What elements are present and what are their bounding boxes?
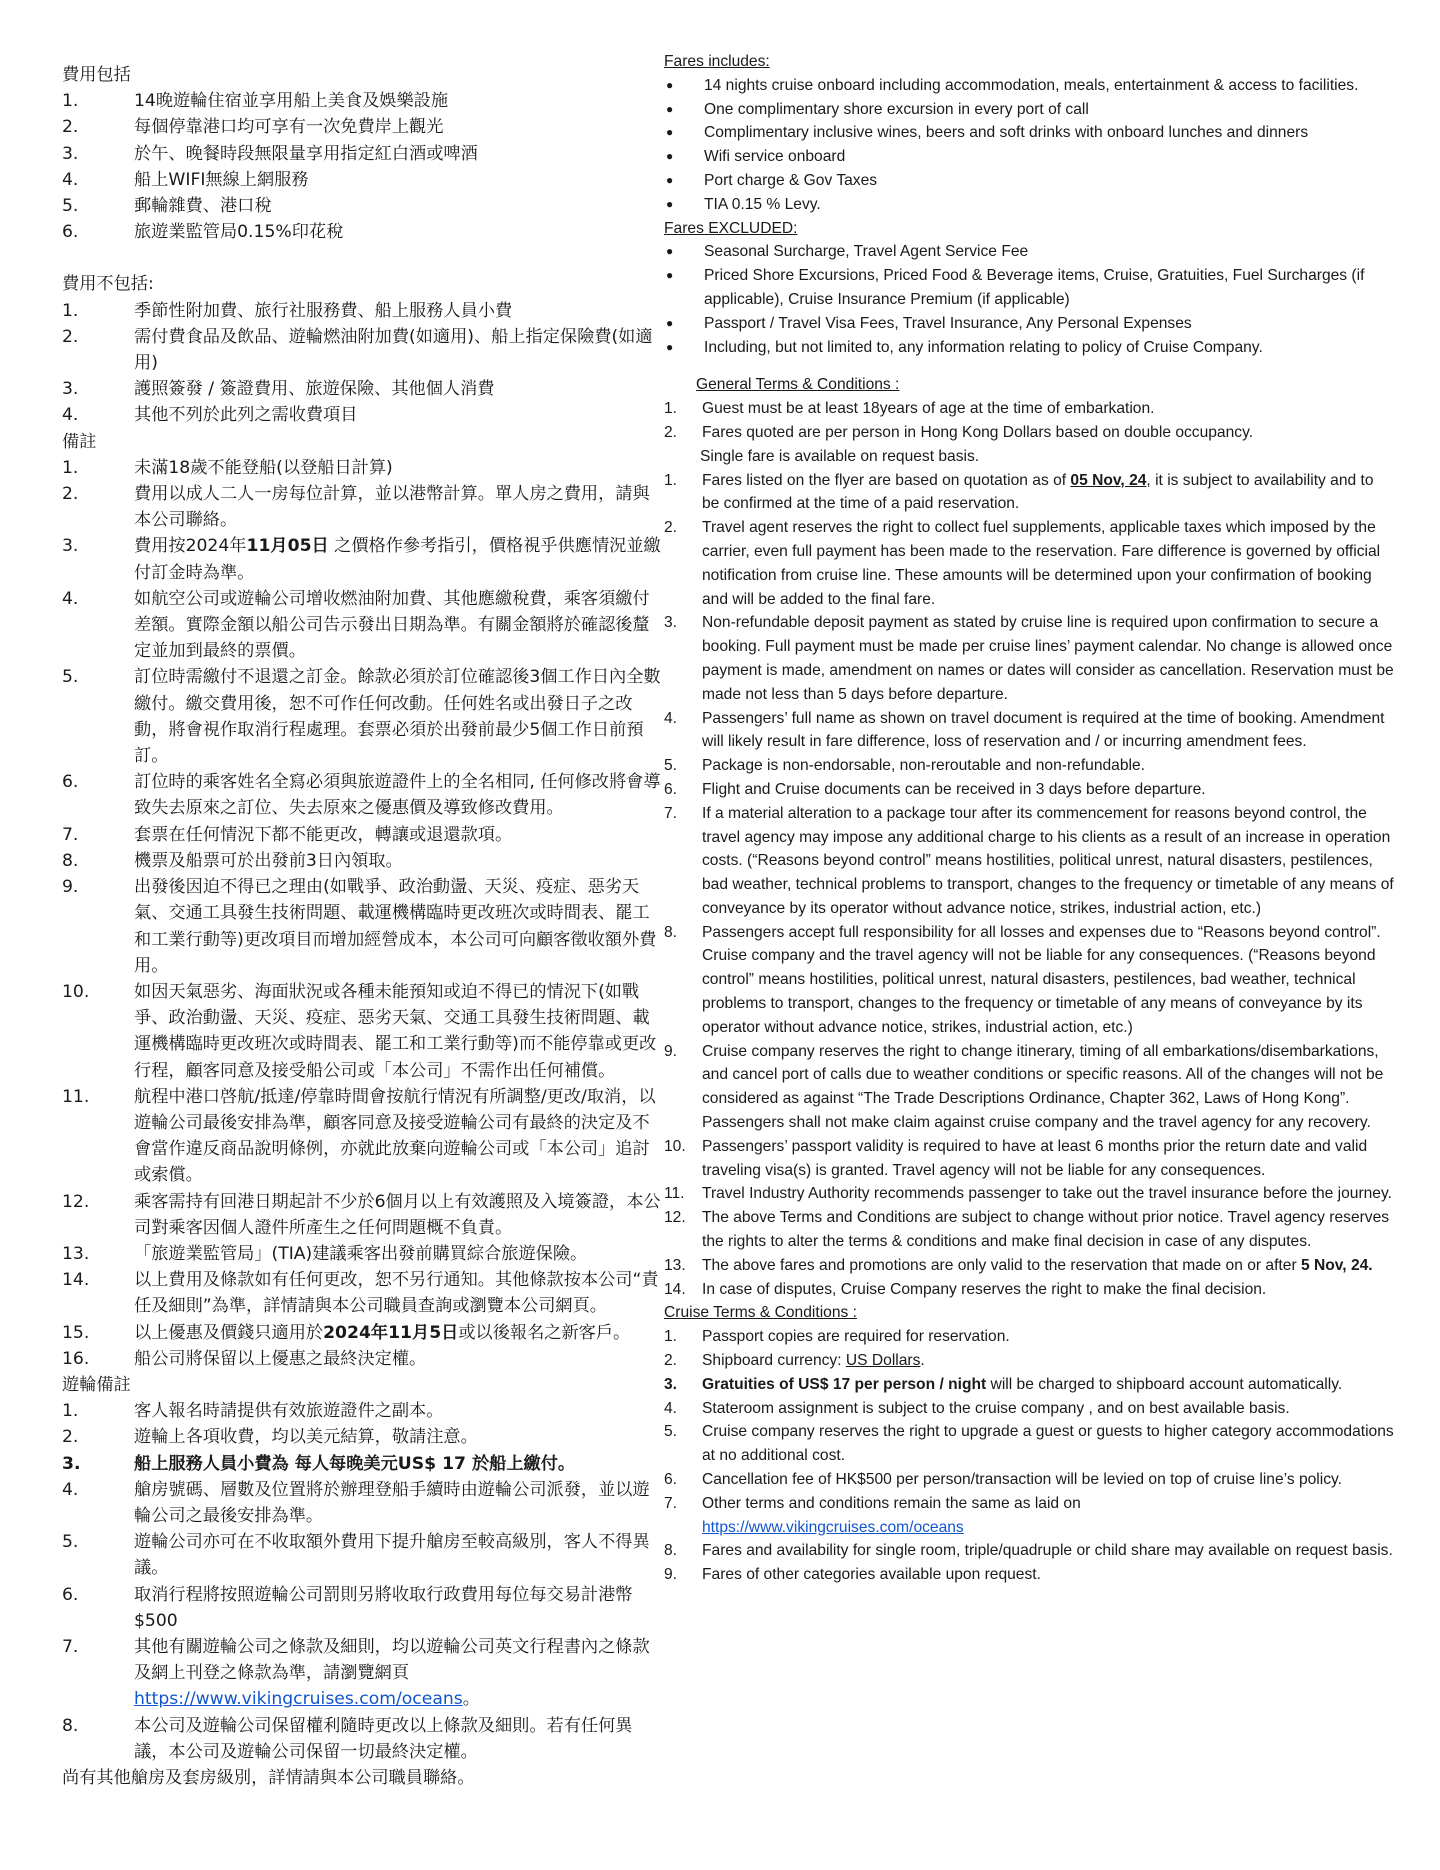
item-text-part: 遊輪公司亦可在不收取額外費用下提升艙房至較高級別，客人不得異議。 <box>134 1532 650 1579</box>
item-text <box>134 874 662 979</box>
item-text-part: Passengers accept full responsibility for all losses and expenses due to “Reasons beyond control”. Cruise company and the travel agency will not be liable for any consequences. (“Reasons beyond control” means hostilities, political unrest, natural disasters, pestilences, bad weather, technical problems to transport, changes to the frequency or timetable of any means of conveyance by its operator without advance notice, strikes, industrial action, etc.) <box>702 923 1381 1036</box>
item-number: 2. <box>62 326 79 347</box>
item-number: 9. <box>62 877 79 898</box>
remarks-title: 備註 <box>62 431 97 452</box>
item-text: Seasonal Surcharge, Travel Agent Service Fee <box>704 243 1029 261</box>
item-number: 6. <box>62 1584 79 1605</box>
item-text <box>702 611 1394 706</box>
general-terms-item <box>664 1135 1394 1183</box>
item-text-part: Fares quoted are per person in Hong Kong Dollars based on double occupancy. <box>702 423 1254 441</box>
fare-includes-item <box>62 219 662 245</box>
item-text: One complimentary shore excursion in every port of call <box>704 100 1089 118</box>
item-text: 季節性附加費、旅行社服務費、船上服務人員小費 <box>134 300 513 321</box>
general-terms-item <box>664 778 1394 802</box>
item-number: 8. <box>664 1542 678 1560</box>
item-number: 5. <box>62 196 79 217</box>
item-text <box>702 1420 1394 1468</box>
fare-excludes-title: 費用不包括: <box>62 274 154 295</box>
item-number: 2. <box>62 484 79 505</box>
item-number: 4. <box>62 405 79 426</box>
bullet-dot: ● <box>666 244 674 259</box>
item-number: 13. <box>664 1256 686 1274</box>
item-text-part: Flight and Cruise documents can be received in 3 days before departure. <box>702 780 1206 798</box>
item-text: Wifi service onboard <box>704 148 846 166</box>
cruise-terms-item <box>664 1397 1394 1421</box>
item-text <box>702 1373 1394 1397</box>
item-text <box>134 1634 662 1713</box>
item-text-part: The above fares and promotions are only valid to the reservation that made on or after <box>702 1256 1301 1274</box>
item-text <box>134 1320 662 1346</box>
item-text <box>702 1349 1394 1373</box>
item-text-part: 如航空公司或遊輪公司增收燃油附加費、其他應繳稅費，乘客須繳付差額。實際金額以船公司告示發出日期為準。有關金額將於確認後釐定並加到最終的票價。 <box>134 588 650 662</box>
item-text-part: , it is subject to availability and to be confirmed at the time of a paid reservation. <box>702 471 1374 513</box>
item-text <box>134 1398 662 1424</box>
fare-includes-item <box>62 88 662 114</box>
general-terms-item <box>664 1278 1394 1302</box>
item-text <box>134 1451 662 1477</box>
cruise-terms-item <box>664 1373 1394 1397</box>
fare-excludes-item <box>62 376 662 402</box>
item-text: Passport / Travel Visa Fees, Travel Insurance, Any Personal Expenses <box>704 314 1192 332</box>
item-text: 需付費食品及飲品、遊輪燃油附加費(如適用)、船上指定保險費(如適用) <box>134 326 653 374</box>
remarks-item <box>62 1267 662 1319</box>
item-text <box>702 1539 1394 1563</box>
remarks-item <box>62 1320 662 1346</box>
fare-includes-title: 費用包括 <box>62 65 131 85</box>
item-text <box>134 664 662 769</box>
item-text <box>134 979 662 1084</box>
cruise-terms-heading: Cruise Terms & Conditions : <box>664 1304 857 1322</box>
cruise-remarks-item <box>62 1713 662 1765</box>
item-number: 3. <box>664 1375 678 1393</box>
item-text-part: Other terms and conditions remain the same as laid on <box>702 1494 1081 1512</box>
item-number: 2. <box>664 1352 678 1370</box>
item-number: 11. <box>664 1185 685 1203</box>
item-text-part: Stateroom assignment is subject to the cruise company , and on best available basis. <box>702 1399 1290 1417</box>
cruise-terms-item <box>664 1420 1394 1468</box>
item-text-part: If a material alteration to a package tour after its commencement for reasons beyond control, the travel agency may impose any additional charge to his clients as a result of an increase in operation costs. (“Reasons beyond control” means hostilities, political unrest, natural disasters, pestilences, bad weather, technical problems to transport, changes to the frequency or timetable of any means of conveyance by its operator without advance notice, strikes, industrial action, etc.) <box>702 804 1394 917</box>
item-text-bold: 2024年11月5日 <box>323 1322 459 1343</box>
item-number: 10. <box>62 981 90 1002</box>
en-fare-excluded-item <box>664 240 1394 264</box>
item-text <box>134 533 662 585</box>
item-text-part: Cancellation fee of HK$500 per person/transaction will be levied on top of cruise line’s policy. <box>702 1471 1342 1489</box>
item-text <box>702 707 1394 755</box>
item-text <box>702 1563 1394 1587</box>
item-number: 1. <box>62 1401 79 1422</box>
fare-includes-item <box>62 193 662 219</box>
item-number: 1. <box>664 1328 678 1346</box>
item-number: 3. <box>62 1453 81 1474</box>
bullet-dot: ● <box>666 101 674 116</box>
remarks-item <box>62 1241 662 1267</box>
item-text <box>702 1397 1394 1421</box>
bullet-dot: ● <box>666 268 674 283</box>
general-terms-item <box>664 921 1394 1040</box>
item-text <box>134 481 662 533</box>
cruise-remarks-item <box>62 1477 662 1529</box>
item-text-part: Fares listed on the flyer are based on quotation as of <box>702 471 1071 489</box>
item-text: Complimentary inclusive wines, beers and soft drinks with onboard lunches and dinners <box>704 124 1309 142</box>
item-text <box>702 1182 1394 1206</box>
item-text-part: 如因天氣惡劣、海面狀況或各種未能預知或迫不得已的情況下(如戰爭、政治動盪、天災、疫症、惡劣天氣、交通工具發生技術問題、載運機構臨時更改班次或時間表、罷工和工業行動等)而不能停靠或更改行程，顧客同意及接受船公司或「本公司」不需作出任何補償。 <box>134 981 657 1081</box>
item-text-part: 取消行程將按照遊輪公司罰則另將收取行政費用每位每交易計港幣$500 <box>134 1584 633 1631</box>
item-text: 旅遊業監管局0.15%印花稅 <box>134 222 344 243</box>
item-number: 4. <box>62 169 79 190</box>
item-text <box>702 1040 1394 1135</box>
general-terms-item <box>664 1206 1394 1254</box>
section-gap <box>664 359 1394 373</box>
bullet-dot: ● <box>666 149 674 164</box>
english-column <box>664 50 1394 1587</box>
remarks-item <box>62 874 662 979</box>
remarks-item <box>62 769 662 821</box>
bullet-dot: ● <box>666 315 674 330</box>
item-text-part: Passengers’ passport validity is required to have at least 6 months prior the return date and valid traveling visa(s) is granted. Travel agency will not be liable for any consequences. <box>702 1137 1368 1179</box>
item-number: 2. <box>664 519 678 537</box>
item-text <box>702 421 1394 445</box>
general-terms-item <box>664 707 1394 755</box>
general-terms-pre-item <box>664 421 1394 445</box>
item-text-part: Guest must be at least 18years of age at the time of embarkation. <box>702 400 1155 418</box>
item-number: 14. <box>62 1270 90 1291</box>
remarks-item <box>62 481 662 533</box>
fare-excludes-item <box>62 298 662 324</box>
item-text-part: 航程中港口啓航/抵達/停靠時間會按航行情況有所調整/更改/取消，以遊輪公司最後安排為準，顧客同意及接受遊輪公司有最終的決定及不會當作違反商品說明條例，亦就此放棄向遊輪公司或「本公司」追討或索償。 <box>134 1086 656 1186</box>
footer-note: 尚有其他艙房及套房級別，詳情請與本公司職員聯絡。 <box>62 1768 475 1788</box>
item-text <box>134 822 662 848</box>
item-number: 13. <box>62 1243 90 1264</box>
item-number: 4. <box>664 709 678 727</box>
item-text-part: Cruise company reserves the right to change itinerary, timing of all embarkations/disembarkations, and cancel port of calls due to weather conditions or specific reasons. All of the changes will not be considered as against “The Trade Descriptions Ordinance, Chapter 362, Laws of Hong Kong”. Passengers shall not make claim against cruise company and the travel agency for any recovery. <box>702 1042 1384 1132</box>
general-terms-item <box>664 802 1394 921</box>
website-link[interactable]: https://www.vikingcruises.com/oceans <box>702 1518 964 1536</box>
item-text <box>134 1084 662 1189</box>
item-number: 6. <box>664 780 678 798</box>
item-text <box>702 921 1394 1040</box>
fare-includes-item <box>62 114 662 140</box>
en-fare-includes-item <box>664 193 1394 217</box>
item-number: 4. <box>62 588 79 609</box>
item-number: 2. <box>62 1427 79 1448</box>
item-number: 1. <box>62 91 79 112</box>
item-text <box>702 516 1394 611</box>
item-number: 4. <box>62 1479 79 1500</box>
item-number: 12. <box>62 1191 90 1212</box>
en-fare-includes-item <box>664 98 1394 122</box>
item-text <box>134 586 662 665</box>
item-number: 1. <box>664 400 678 418</box>
item-number: 6. <box>62 772 79 793</box>
item-text-part: Cruise company reserves the right to upgrade a guest or guests to higher category accommodations at no additional cost. <box>702 1423 1394 1465</box>
item-text-bold: 船上服務人員小費為 每人每晚美元US$ 17 於船上繳付。 <box>134 1453 576 1474</box>
item-text <box>134 1267 662 1319</box>
item-text-part: Passengers’ full name as shown on travel document is required at the time of booking. Amendment will likely result in fare difference, loss of reservation and / or incurring amendment fees. <box>702 709 1385 751</box>
item-number: 9. <box>664 1566 678 1584</box>
item-text-part: 以上費用及條款如有任何更改，恕不另行通知。其他條款按本公司“責任及細則”為準，詳情請與本公司職員查詢或瀏覽本公司網頁。 <box>134 1270 659 1317</box>
general-terms-item <box>664 611 1394 706</box>
item-number: 3. <box>62 143 79 164</box>
cruise-remarks-item <box>62 1582 662 1634</box>
en-fare-includes-item <box>664 74 1394 98</box>
item-number: 5. <box>62 1532 79 1553</box>
item-number: 1. <box>62 457 79 478</box>
item-text-part: 機票及船票可於出發前3日內領取。 <box>134 850 403 871</box>
item-text-bold: 5 Nov, 24. <box>1300 1256 1373 1274</box>
item-text-underline: US Dollars <box>845 1352 921 1370</box>
item-text-part: Shipboard currency: <box>702 1352 846 1370</box>
item-number: 2. <box>664 423 678 441</box>
item-number: 10. <box>664 1137 686 1155</box>
item-text-part: 訂位時需繳付不退還之訂金。餘款必須於訂位確認後3個工作日內全數繳付。繳交費用後，恕不可作任何改動。任何姓名或出發日子之改動，將會視作取消行程處理。套票必須於出發前最少5個工作日前預訂。 <box>134 667 661 767</box>
bullet-dot: ● <box>666 196 674 211</box>
item-number: 11. <box>62 1086 90 1107</box>
item-number: 5. <box>664 1423 678 1441</box>
item-text-bold: Gratuities of US$ 17 per person / night <box>702 1375 987 1393</box>
item-number: 7. <box>664 1494 678 1512</box>
item-text-bold: 11月05日 <box>246 536 329 557</box>
item-text-part: The above Terms and Conditions are subject to change without prior notice. Travel agency reserves the rights to alter the terms & conditions and make final decision in case of any disputes. <box>702 1209 1390 1251</box>
item-text: Including, but not limited to, any information relating to policy of Cruise Company. <box>704 338 1263 356</box>
en-fare-includes-item <box>664 145 1394 169</box>
item-text <box>702 1468 1394 1492</box>
item-text <box>134 769 662 821</box>
item-number: 1. <box>62 300 79 321</box>
item-text <box>702 1135 1394 1183</box>
item-text-part: 乘客需持有回港日期起計不少於6個月以上有效護照及入境簽證，本公司對乘客因個人證件所產生之任何問題概不負責。 <box>134 1191 661 1238</box>
remarks-item <box>62 586 662 665</box>
en-fare-excluded-item <box>664 312 1394 336</box>
item-text-part: 之價格作參考指引，價格視乎供應情況並繳付訂金時為準。 <box>134 536 661 583</box>
general-terms-item <box>664 1254 1394 1278</box>
item-text <box>702 1206 1394 1254</box>
item-text-part: Travel Industry Authority recommends passenger to take out the travel insurance before the journey. <box>702 1185 1392 1203</box>
fare-includes-heading: Fares includes: <box>664 53 770 70</box>
fare-includes-item <box>62 141 662 167</box>
item-text <box>702 397 1394 421</box>
item-text-part: 本公司及遊輪公司保留權利隨時更改以上條款及細則。若有任何異議，本公司及遊輪公司保留一切最終決定權。 <box>134 1715 633 1762</box>
item-number: 12. <box>664 1209 686 1227</box>
item-text-part: will be charged to shipboard account automatically. <box>986 1375 1343 1393</box>
general-terms-item <box>664 754 1394 778</box>
item-text <box>134 1424 662 1450</box>
item-text-part: Package is non-endorsable, non-reroutable and non-refundable. <box>702 757 1145 775</box>
remarks-item <box>62 979 662 1084</box>
bullet-dot: ● <box>666 339 674 354</box>
item-number: 8. <box>62 850 79 871</box>
item-text: Priced Shore Excursions, Priced Food & Beverage items, Cruise, Gratuities, Fuel Surcharges (if applicable), Cruise Insurance Premium (if applicable) <box>704 267 1365 308</box>
item-number: 7. <box>62 824 79 845</box>
item-number: 8. <box>62 1715 79 1736</box>
remarks-item <box>62 822 662 848</box>
item-number: 5. <box>62 667 79 688</box>
item-text <box>134 848 662 874</box>
item-text-part: 遊輪上各項收費，均以美元結算，敬請注意。 <box>134 1427 478 1448</box>
en-fare-excluded-item <box>664 336 1394 360</box>
item-text: 其他不列於此列之需收費項目 <box>134 405 358 426</box>
item-text: 14 nights cruise onboard including accommodation, meals, entertainment & access to facilities. <box>704 76 1359 94</box>
cruise-remarks-item <box>62 1451 662 1477</box>
item-text-part: 訂位時的乘客姓名全寫必須與旅遊證件上的全名相同, 任何修改將會導致失去原來之訂位、失去原來之優惠價及導致修改費用。 <box>134 772 661 819</box>
item-text: 護照簽發 / 簽證費用、旅遊保險、其他個人消費 <box>134 379 495 400</box>
fare-includes-item <box>62 167 662 193</box>
bullet-dot: ● <box>666 125 674 140</box>
bullet-dot: ● <box>666 77 674 92</box>
item-text-part: Fares and availability for single room, triple/quadruple or child share may available on request basis. <box>702 1542 1393 1560</box>
remarks-item <box>62 455 662 481</box>
item-text: 船上WIFI無線上網服務 <box>134 169 309 190</box>
item-text <box>702 1278 1394 1302</box>
item-text-part: 。 <box>462 1689 480 1710</box>
item-number: 8. <box>664 923 678 941</box>
item-text-part: Non-refundable deposit payment as stated by cruise line is required upon confirmation to secure a booking. Full payment must be made per cruise lines’ payment calendar. No change is allowed once payment is made, amendment on names or dates will consider as cancellation. Reservation must be made not less than 5 days before departure. <box>702 614 1394 703</box>
item-text-part: In case of disputes, Cruise Company reserves the right to make the final decision. <box>702 1280 1267 1298</box>
item-number: 15. <box>62 1322 90 1343</box>
item-text: TIA 0.15 % Levy. <box>704 195 821 213</box>
cruise-remarks-item <box>62 1634 662 1713</box>
item-text <box>702 1492 1394 1540</box>
cruise-remarks-item <box>62 1398 662 1424</box>
cruise-terms-item <box>664 1539 1394 1563</box>
item-text-part: 其他有關遊輪公司之條款及細則，均以遊輪公司英文行程書內之條款及網上刊登之條款為準，請瀏覽網頁 <box>134 1636 650 1684</box>
item-text-part: 出發後因迫不得已之理由(如戰爭、政治動盪、天災、疫症、惡劣天氣、交通工具發生技術問題、載運機構臨時更改班次或時間表、罷工和工業行動等)更改項目而增加經營成本，本公司可向顧客徵收額外費用。 <box>134 877 657 976</box>
general-terms-item <box>664 516 1394 611</box>
item-text <box>702 754 1394 778</box>
item-text-part: 費用按2024年 <box>134 536 247 557</box>
item-number: 3. <box>62 536 79 557</box>
cruise-terms-item <box>664 1492 1394 1540</box>
item-text <box>702 778 1394 802</box>
general-terms-item <box>664 1182 1394 1206</box>
item-text-part: 船公司將保留以上優惠之最終決定權。 <box>134 1348 427 1369</box>
fare-excludes-item <box>62 402 662 428</box>
item-text <box>702 802 1394 921</box>
section-gap <box>62 245 662 271</box>
remarks-item <box>62 1189 662 1241</box>
remarks-item <box>62 1346 662 1372</box>
item-number: 6. <box>664 1471 678 1489</box>
item-text-part: Passport copies are required for reservation. <box>702 1328 1010 1346</box>
en-fare-includes-item <box>664 169 1394 193</box>
item-text-part: 費用以成人二人一房每位計算，並以港幣計算。單人房之費用，請與本公司聯絡。 <box>134 484 650 531</box>
cruise-terms-item <box>664 1468 1394 1492</box>
item-text-part: 「旅遊業監管局」(TIA)建議乘客出發前購買綜合旅遊保險。 <box>134 1243 588 1264</box>
item-number: 1. <box>664 471 678 489</box>
cruise-terms-item <box>664 1563 1394 1587</box>
cruise-terms-item <box>664 1325 1394 1349</box>
item-text <box>134 1582 662 1634</box>
general-terms-heading: General Terms & Conditions : <box>696 376 900 394</box>
item-number: 3. <box>664 614 678 632</box>
item-text <box>134 1713 662 1765</box>
item-text <box>134 1477 662 1529</box>
item-text <box>702 1325 1394 1349</box>
item-text-part: 以上優惠及價錢只適用於 <box>134 1322 324 1343</box>
item-text-part: Travel agent reserves the right to collect fuel supplements, applicable taxes which imposed by the carrier, even full payment has been made to the reservation. Fare difference is governed by official notification from cruise line. These amounts will be determined upon your confirmation of booking and will be added to the final fare. <box>702 519 1381 608</box>
cruise-terms-item <box>664 1349 1394 1373</box>
item-number: 16. <box>62 1348 90 1369</box>
item-number: 4. <box>664 1399 678 1417</box>
remarks-item <box>62 848 662 874</box>
item-text-part: 客人報名時請提供有效旅遊證件之副本。 <box>134 1401 444 1422</box>
item-text: 每個停靠港口均可享有一次免費岸上觀光 <box>134 117 444 138</box>
en-fare-excluded-item <box>664 264 1394 312</box>
item-text <box>702 1254 1394 1278</box>
en-fare-includes-item <box>664 121 1394 145</box>
general-terms-pre-item <box>664 397 1394 421</box>
item-text <box>134 1241 662 1267</box>
item-text: 14晚遊輪住宿並享用船上美食及娛樂設施 <box>134 91 449 112</box>
item-text-part: 套票在任何情況下都不能更改，轉讓或退還款項。 <box>134 824 513 845</box>
item-date: 05 Nov, 24 <box>1070 471 1147 489</box>
item-text: 郵輪雜費、港口稅 <box>134 196 272 217</box>
item-number: 7. <box>664 804 678 822</box>
item-text <box>134 1189 662 1241</box>
single-fare-note: Single fare is available on request basis. <box>700 447 980 465</box>
general-terms-item <box>664 469 1394 517</box>
item-text <box>134 1346 662 1372</box>
item-text-part: 未滿18歲不能登船(以登船日計算) <box>134 457 393 478</box>
item-text-part: 艙房號碼、層數及位置將於辦理登船手續時由遊輪公司派發，並以遊輪公司之最後安排為準。 <box>134 1479 650 1526</box>
fare-excludes-item <box>62 324 662 376</box>
cruise-remarks-item <box>62 1424 662 1450</box>
general-terms-item <box>664 1040 1394 1135</box>
item-number: 2. <box>62 117 79 138</box>
cruise-remarks-item <box>62 1529 662 1581</box>
item-text-part: 或以後報名之新客戶。 <box>458 1322 631 1343</box>
cruise-remarks-title: 遊輪備註 <box>62 1374 131 1395</box>
item-number: 7. <box>62 1636 79 1657</box>
item-number: 9. <box>664 1042 678 1060</box>
item-text <box>134 1529 662 1581</box>
item-text-part: Fares of other categories available upon request. <box>702 1566 1041 1584</box>
item-text: 於午、晚餐時段無限量享用指定紅白酒或啤酒 <box>134 143 478 164</box>
item-text <box>134 455 662 481</box>
chinese-column <box>62 62 662 1791</box>
item-text: Port charge & Gov Taxes <box>704 171 878 189</box>
item-number: 3. <box>62 379 79 400</box>
remarks-item <box>62 533 662 585</box>
website-link[interactable]: https://www.vikingcruises.com/oceans <box>134 1689 463 1710</box>
item-number: 6. <box>62 222 79 243</box>
item-number: 5. <box>664 757 678 775</box>
item-text <box>702 469 1394 517</box>
remarks-item <box>62 1084 662 1189</box>
item-number: 14. <box>664 1280 686 1298</box>
item-text-part: . <box>920 1352 925 1370</box>
fare-excluded-heading: Fares EXCLUDED: <box>664 219 798 237</box>
remarks-item <box>62 664 662 769</box>
bullet-dot: ● <box>666 172 674 187</box>
